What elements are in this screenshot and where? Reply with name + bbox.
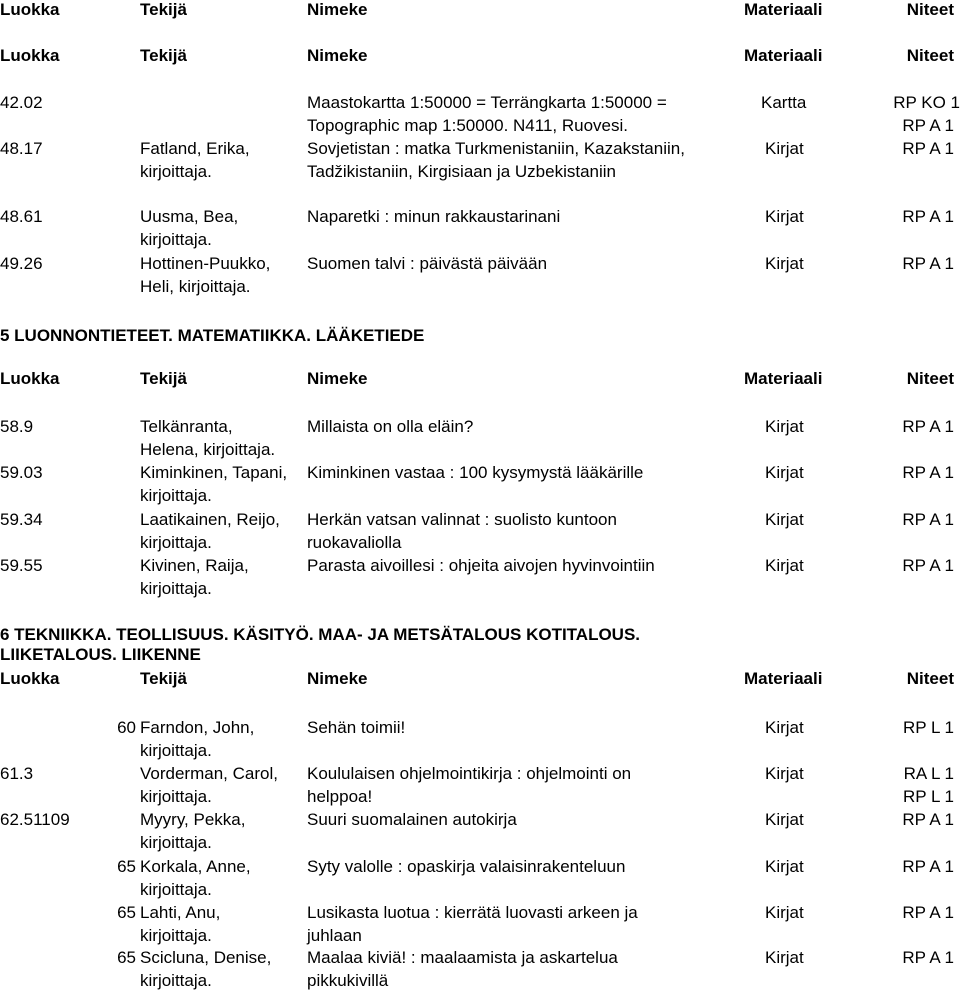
row-tekija: Laatikainen, Reijo, kirjoittaja.	[140, 510, 280, 552]
row-luokka: 59.55	[0, 556, 43, 575]
row-materiaali: Kirjat	[765, 463, 804, 482]
row-materiaali: Kirjat	[765, 254, 804, 273]
row-luokka: 48.17	[0, 139, 43, 158]
niteet-value: RP A 1	[902, 857, 954, 876]
section-heading-line: 6 TEKNIIKKA. TEOLLISUUS. KÄSITYÖ. MAA- JA METSÄTALOUS KOTITALOUS.	[0, 625, 641, 644]
row-nimeke: Naparetki : minun rakkaustarinani	[307, 207, 561, 226]
header-niteet: Niteet	[906, 0, 954, 19]
row-tekija: Hottinen-Puukko, Heli, kirjoittaja.	[140, 254, 271, 296]
row-luokka: 58.9	[0, 417, 34, 436]
row-luokka: 59.34	[0, 510, 43, 529]
niteet-value: RP A 1	[902, 207, 954, 226]
header-niteet: Niteet	[906, 46, 954, 65]
header-luokka: Luokka	[0, 669, 60, 688]
row-materiaali: Kirjat	[765, 948, 804, 967]
section-heading-line: LIIKETALOUS. LIIKENNE	[0, 645, 201, 664]
column-header-row	[0, 0, 960, 24]
row-luokka: 65	[117, 948, 136, 967]
row-luokka: 65	[117, 857, 136, 876]
row-materiaali: Kirjat	[765, 810, 804, 829]
row-nimeke: Maastokartta 1:50000 = Terrängkarta 1:50000 = Topographic map 1:50000. N411, Ruovesi.	[307, 93, 667, 135]
section-heading-5: 5 LUONNONTIETEET. MATEMATIIKKA. LÄÄKETIEDE	[0, 326, 425, 345]
niteet-value: RP A 1	[902, 510, 954, 529]
niteet-value: RP A 1	[902, 810, 954, 829]
niteet-value: RP L 1	[902, 787, 954, 806]
niteet-value: RP A 1	[902, 116, 954, 135]
row-niteet	[902, 808, 954, 831]
header-materiaali: Materiaali	[744, 46, 823, 65]
column-header-row	[0, 46, 960, 70]
row-nimeke: Suomen talvi : päivästä päivään	[307, 254, 548, 273]
header-materiaali: Materiaali	[744, 369, 823, 388]
niteet-value: RP L 1	[902, 718, 954, 737]
header-luokka: Luokka	[0, 0, 60, 19]
header-niteet: Niteet	[906, 369, 954, 388]
section-heading-6	[0, 625, 640, 665]
row-tekija: Myyry, Pekka, kirjoittaja.	[140, 810, 246, 852]
row-nimeke: Kiminkinen vastaa : 100 kysymystä lääkärille	[307, 463, 644, 482]
row-niteet	[902, 946, 954, 969]
row-niteet	[902, 508, 954, 531]
row-niteet	[902, 137, 954, 160]
row-materiaali: Kirjat	[765, 903, 804, 922]
row-luokka: 62.51109	[0, 810, 70, 829]
row-materiaali: Kartta	[761, 93, 807, 112]
row-tekija: Lahti, Anu, kirjoittaja.	[140, 903, 221, 945]
row-tekija: Kivinen, Raija, kirjoittaja.	[140, 556, 249, 598]
row-materiaali: Kirjat	[765, 718, 804, 737]
row-luokka: 65	[117, 903, 136, 922]
row-luokka: 61.3	[0, 764, 34, 783]
niteet-value: RA L 1	[903, 764, 954, 783]
row-materiaali: Kirjat	[765, 139, 804, 158]
row-materiaali: Kirjat	[765, 764, 804, 783]
niteet-value: RP KO 1	[893, 93, 960, 112]
row-luokka: 60	[117, 718, 136, 737]
row-niteet	[903, 716, 954, 739]
header-luokka: Luokka	[0, 369, 60, 388]
header-tekija: Tekijä	[140, 0, 187, 19]
column-header-row	[0, 669, 960, 693]
header-nimeke: Nimeke	[307, 46, 368, 65]
niteet-value: RP A 1	[902, 139, 954, 158]
row-niteet	[893, 91, 960, 137]
header-tekija: Tekijä	[140, 669, 187, 688]
row-tekija: Fatland, Erika, kirjoittaja.	[140, 139, 250, 181]
header-nimeke: Nimeke	[307, 0, 368, 19]
header-materiaali: Materiaali	[744, 669, 823, 688]
niteet-value: RP A 1	[902, 254, 954, 273]
row-nimeke: Sehän toimii!	[307, 718, 406, 737]
row-nimeke: Syty valolle : opaskirja valaisinrakenteluun	[307, 857, 626, 876]
row-nimeke: Sovjetistan : matka Turkmenistaniin, Kazakstaniin, Tadžikistaniin, Kirgisiaan ja Uzbekistaniin	[307, 139, 685, 181]
row-tekija: Farndon, John, kirjoittaja.	[140, 718, 255, 760]
niteet-value: RP A 1	[902, 463, 954, 482]
row-tekija: Korkala, Anne, kirjoittaja.	[140, 857, 251, 899]
row-nimeke: Parasta aivoillesi : ohjeita aivojen hyvinvointiin	[307, 556, 655, 575]
row-niteet	[902, 205, 954, 228]
row-luokka: 48.61	[0, 207, 43, 226]
row-tekija: Vorderman, Carol, kirjoittaja.	[140, 764, 278, 806]
row-niteet	[902, 415, 954, 438]
row-nimeke: Koululaisen ohjelmointikirja : ohjelmointi on helppoa!	[307, 764, 632, 806]
row-nimeke: Herkän vatsan valinnat : suolisto kuntoon ruokavaliolla	[307, 510, 617, 552]
row-luokka: 42.02	[0, 93, 43, 112]
row-tekija: Telkänranta, Helena, kirjoittaja.	[140, 417, 276, 459]
header-nimeke: Nimeke	[307, 669, 368, 688]
row-tekija: Kiminkinen, Tapani, kirjoittaja.	[140, 463, 288, 505]
niteet-value: RP A 1	[902, 556, 954, 575]
row-niteet	[902, 855, 954, 878]
row-nimeke: Suuri suomalainen autokirja	[307, 810, 517, 829]
row-niteet	[902, 901, 954, 924]
row-materiaali: Kirjat	[765, 556, 804, 575]
niteet-value: RP A 1	[902, 903, 954, 922]
header-niteet: Niteet	[906, 669, 954, 688]
column-header-row	[0, 369, 960, 393]
row-materiaali: Kirjat	[765, 510, 804, 529]
row-tekija: Scicluna, Denise, kirjoittaja.	[140, 948, 272, 990]
row-tekija: Uusma, Bea, kirjoittaja.	[140, 207, 239, 249]
header-nimeke: Nimeke	[307, 369, 368, 388]
row-nimeke: Maalaa kiviä! : maalaamista ja askartelua pikkukivillä	[307, 948, 618, 990]
niteet-value: RP A 1	[902, 948, 954, 967]
header-luokka: Luokka	[0, 46, 60, 65]
row-niteet	[902, 554, 954, 577]
row-materiaali: Kirjat	[765, 417, 804, 436]
niteet-value: RP A 1	[902, 417, 954, 436]
row-niteet	[903, 762, 954, 808]
row-materiaali: Kirjat	[765, 207, 804, 226]
header-tekija: Tekijä	[140, 369, 187, 388]
row-niteet	[902, 252, 954, 275]
row-nimeke: Millaista on olla eläin?	[307, 417, 474, 436]
row-luokka: 59.03	[0, 463, 43, 482]
row-niteet	[902, 461, 954, 484]
row-luokka: 49.26	[0, 254, 43, 273]
header-tekija: Tekijä	[140, 46, 187, 65]
row-nimeke: Lusikasta luotua : kierrätä luovasti arkeen ja juhlaan	[307, 903, 638, 945]
row-materiaali: Kirjat	[765, 857, 804, 876]
header-materiaali: Materiaali	[744, 0, 823, 19]
